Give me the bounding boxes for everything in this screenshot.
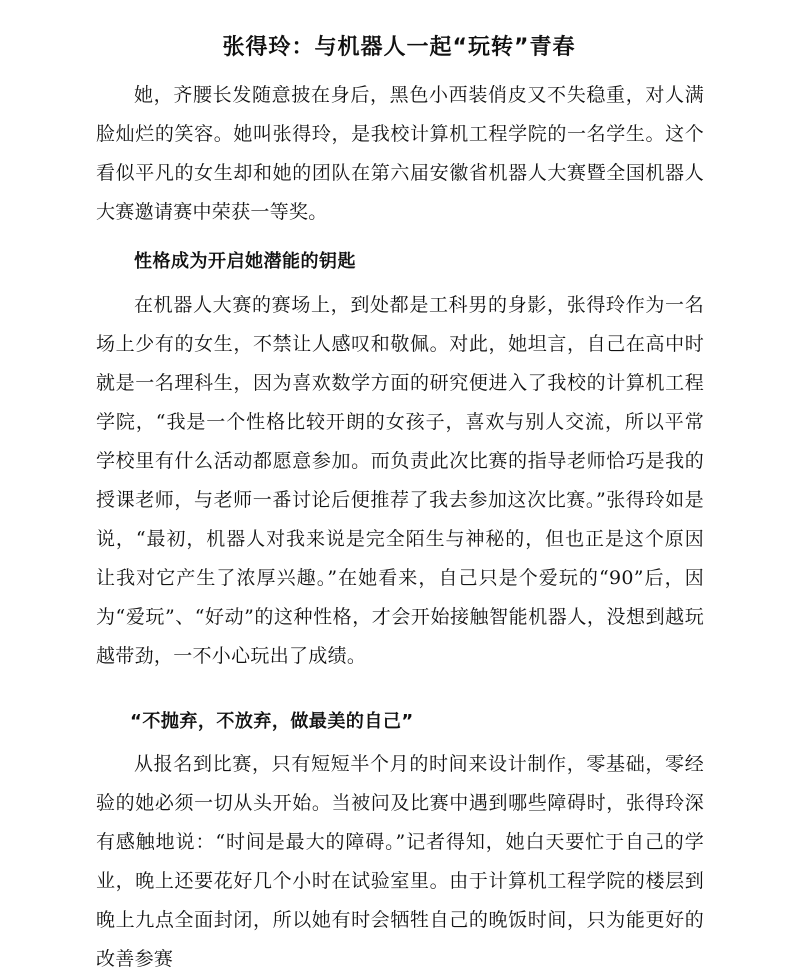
paragraph-intro: 她，齐腰长发随意披在身后，黑色小西装俏皮又不失稳重，对人满脸灿烂的笑容。她叫张得玲，是我校计算机工程学院的一名学生。这个看似平凡的女生却和她的团队在第六届安徽省机器人大赛暨全国机器人大赛邀请赛中荣获一等奖。 — [96, 84, 704, 223]
article-title: 张得玲：与机器人一起“玩转”青春 — [222, 35, 576, 60]
section-heading-2: “不抛弃，不放弃，做最美的自己” — [130, 711, 414, 732]
paragraph-section-1: 在机器人大赛的赛场上，到处都是工科男的身影，张得玲作为一名场上少有的女生，不禁让人感叹和敬佩。对此，她坦言，自己在高中时就是一名理科生，因为喜欢数学方面的研究便进入了我校的计算机工程学院，“我是一个性格比较开朗的女孩子，喜欢与别人交流，所以平常学校里有什么活动都愿意参加。而负责此次比赛的指导老师恰巧是我的授课老师，与老师一番讨论后便推荐了我去参加这次比赛。”张得玲如是说，“最初，机器人对我来说是完全陌生与神秘的，但也正是这个原因让我对它产生了浓厚兴趣。”在她看来，自己只是个爱玩的“90”后，因为“爱玩”、“好动”的这种性格，才会开始接触智能机器人，没想到越玩越带劲，一不小心玩出了成绩。 — [96, 294, 704, 667]
section-heading-1: 性格成为开启她潜能的钥匙 — [134, 251, 356, 272]
paragraph-section-2: 从报名到比赛，只有短短半个月的时间来设计制作，零基础，零经验的她必须一切从头开始。当被问及比赛中遇到哪些障碍时，张得玲深有感触地说：“时间是最大的障碍。”记者得知，她白天要忙于自己的学业，晚上还要花好几个小时在试验室里。由于计算机工程学院的楼层到晚上九点全面封闭，所以她有时会牺牲自己的晚饭时间，只为能更好的改善参赛 — [96, 753, 704, 970]
